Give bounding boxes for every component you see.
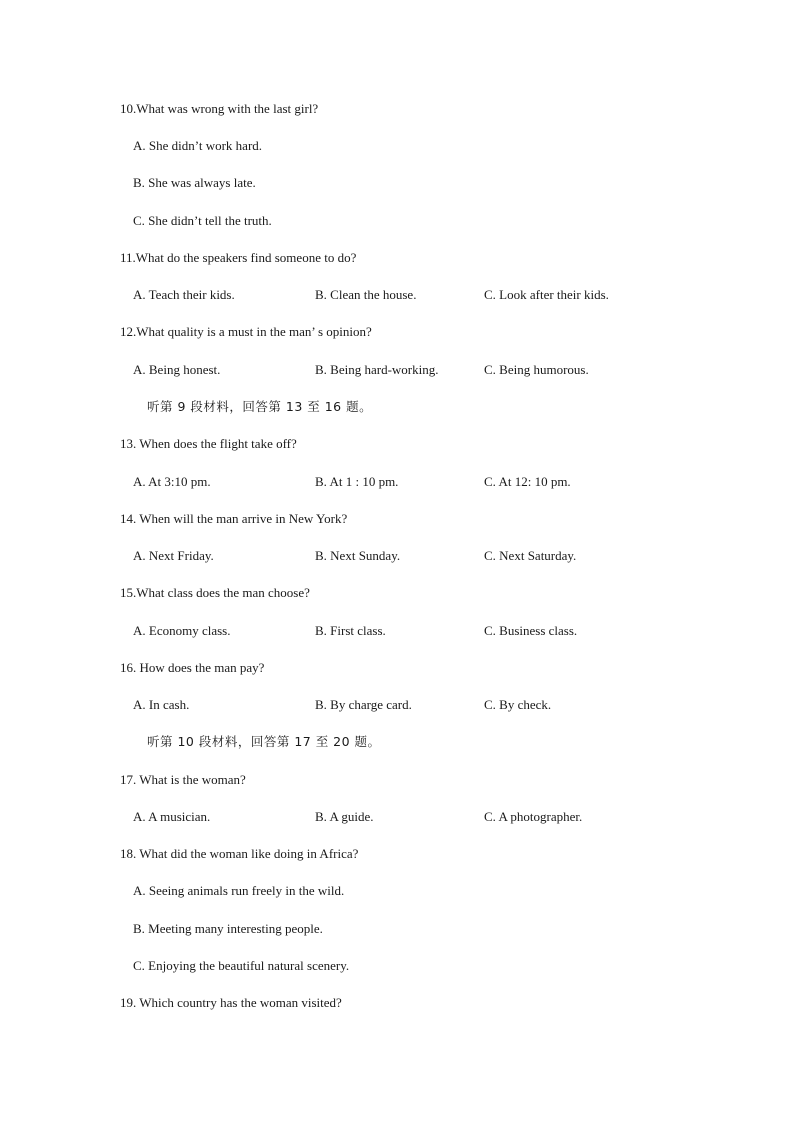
option-13-c: C. At 12: 10 pm.: [484, 474, 571, 489]
option-11-a: A. Teach their kids.: [133, 287, 235, 302]
section-heading-10: 听第 10 段材料，回答第 17 至 20 题。: [147, 734, 381, 749]
option-13-b: B. At 1 : 10 pm.: [315, 474, 399, 489]
option-12-c: C. Being humorous.: [484, 362, 589, 377]
option-10-b: B. She was always late.: [133, 175, 256, 190]
option-15-b: B. First class.: [315, 623, 386, 638]
option-10-c: C. She didn’t tell the truth.: [133, 213, 272, 228]
option-14-a: A. Next Friday.: [133, 548, 214, 563]
question-10: 10.What was wrong with the last girl?: [120, 101, 319, 116]
option-14-b: B. Next Sunday.: [315, 548, 401, 563]
question-14: 14. When will the man arrive in New York?: [120, 511, 348, 526]
option-10-a: A. She didn’t work hard.: [133, 138, 263, 153]
option-13-a: A. At 3:10 pm.: [133, 474, 211, 489]
option-16-a: A. In cash.: [133, 697, 190, 712]
option-11-c: C. Look after their kids.: [484, 287, 609, 302]
option-12-a: A. Being honest.: [133, 362, 221, 377]
question-11: 11.What do the speakers find someone to do?: [120, 250, 357, 265]
option-15-a: A. Economy class.: [133, 623, 231, 638]
option-15-c: C. Business class.: [484, 623, 578, 638]
question-12: 12.What quality is a must in the man’ s opinion?: [120, 324, 372, 339]
option-16-c: C. By check.: [484, 697, 552, 712]
option-18-b: B. Meeting many interesting people.: [133, 921, 323, 936]
question-15: 15.What class does the man choose?: [120, 585, 310, 600]
option-14-c: C. Next Saturday.: [484, 548, 577, 563]
question-13: 13. When does the flight take off?: [120, 436, 297, 451]
question-16: 16. How does the man pay?: [120, 660, 265, 675]
option-18-a: A. Seeing animals run freely in the wild.: [133, 883, 345, 898]
section-heading-9: 听第 9 段材料，回答第 13 至 16 题。: [147, 399, 373, 414]
option-17-a: A. A musician.: [133, 809, 211, 824]
option-17-b: B. A guide.: [315, 809, 374, 824]
option-12-b: B. Being hard-working.: [315, 362, 439, 377]
question-18: 18. What did the woman like doing in Africa?: [120, 846, 359, 861]
option-17-c: C. A photographer.: [484, 809, 583, 824]
question-17: 17. What is the woman?: [120, 772, 246, 787]
option-11-b: B. Clean the house.: [315, 287, 417, 302]
option-16-b: B. By charge card.: [315, 697, 412, 712]
question-19: 19. Which country has the woman visited?: [120, 995, 342, 1010]
option-18-c: C. Enjoying the beautiful natural scenery.: [133, 958, 350, 973]
